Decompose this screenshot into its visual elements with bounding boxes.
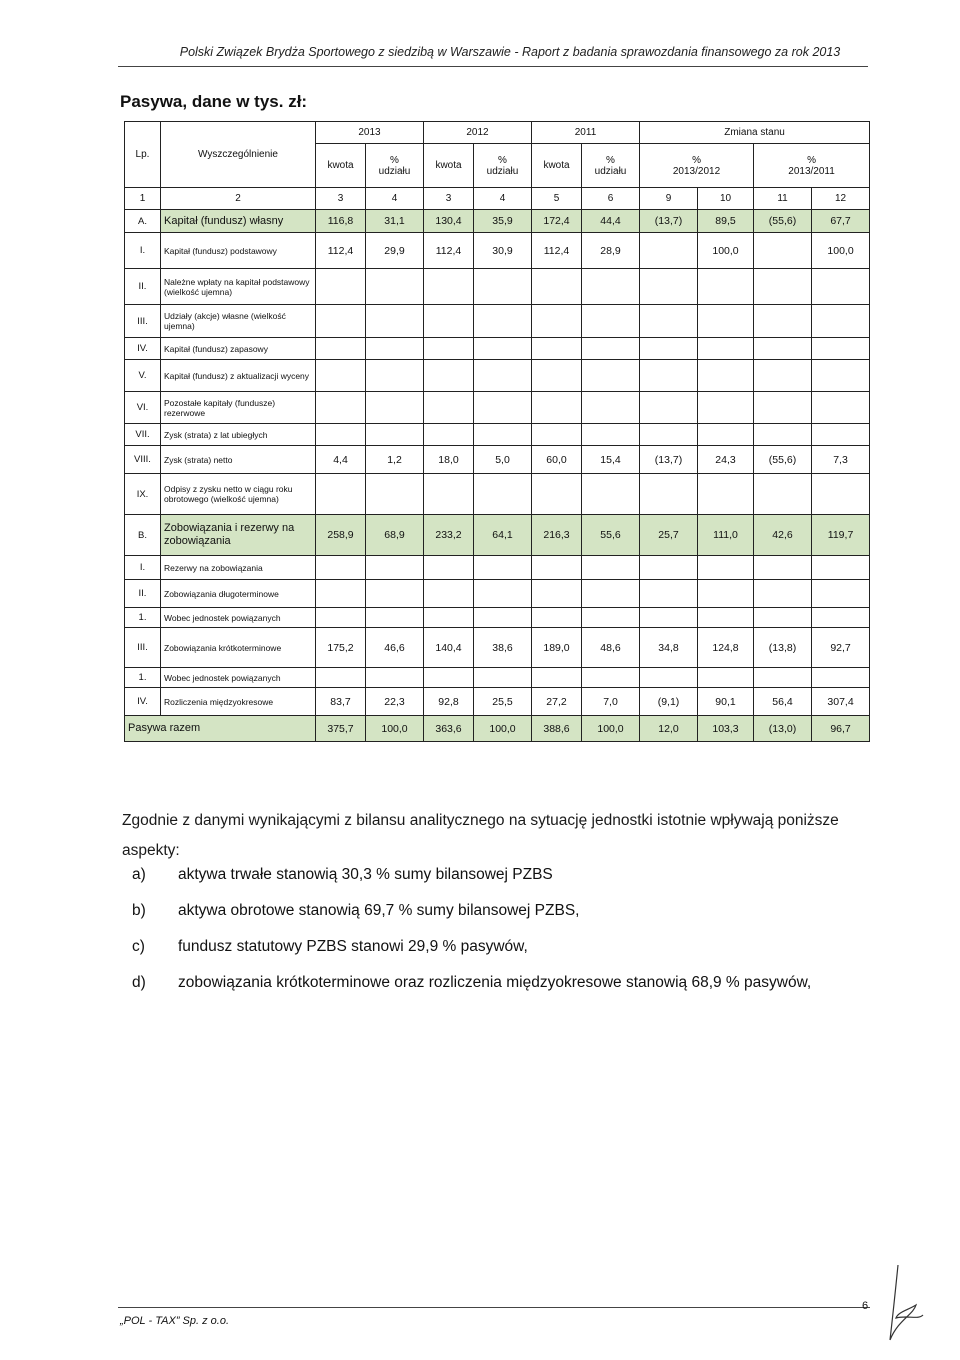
header-row-years bbox=[125, 122, 870, 144]
value-cell bbox=[754, 338, 812, 360]
value-cell bbox=[812, 424, 870, 446]
value-cell bbox=[582, 474, 640, 515]
value-cell bbox=[532, 360, 582, 392]
period-label: 2013/2012 bbox=[672, 165, 721, 177]
value-cell bbox=[424, 360, 474, 392]
value-cell bbox=[640, 338, 698, 360]
value-cell bbox=[582, 392, 640, 424]
value-cell: 96,7 bbox=[812, 716, 870, 742]
value-cell bbox=[754, 556, 812, 580]
value-cell bbox=[698, 360, 754, 392]
value-cell bbox=[316, 269, 366, 305]
value-cell: 172,4 bbox=[532, 210, 582, 233]
value-cell: (13,7) bbox=[640, 210, 698, 233]
value-cell bbox=[754, 668, 812, 688]
value-cell bbox=[366, 338, 424, 360]
value-cell: 83,7 bbox=[316, 688, 366, 716]
value-cell bbox=[754, 360, 812, 392]
value-cell bbox=[698, 424, 754, 446]
value-cell: 34,8 bbox=[640, 628, 698, 668]
header-year-2013: 2013 bbox=[316, 122, 424, 144]
row-name: Pozostałe kapitały (fundusze) rezerwowe bbox=[161, 392, 316, 424]
value-cell: 92,8 bbox=[424, 688, 474, 716]
value-cell: 44,4 bbox=[582, 210, 640, 233]
header-kwota: kwota bbox=[316, 144, 366, 188]
value-cell bbox=[532, 580, 582, 608]
column-number-cell: 6 bbox=[582, 188, 640, 210]
row-lp: IV. bbox=[125, 688, 161, 716]
document-header: Polski Związek Brydża Sportowego z siedzibą w Warszawie - Raport z badania sprawozdania finansowego za rok 2013 bbox=[179, 45, 841, 59]
value-cell bbox=[582, 269, 640, 305]
column-number-cell: 12 bbox=[812, 188, 870, 210]
value-cell bbox=[698, 608, 754, 628]
header-pct-udzialu bbox=[474, 144, 532, 188]
row-lp: II. bbox=[125, 580, 161, 608]
value-cell bbox=[474, 424, 532, 446]
value-cell bbox=[316, 392, 366, 424]
value-cell: 116,8 bbox=[316, 210, 366, 233]
value-cell bbox=[698, 474, 754, 515]
column-number-cell: 4 bbox=[474, 188, 532, 210]
value-cell: 15,4 bbox=[582, 446, 640, 474]
value-cell: 103,3 bbox=[698, 716, 754, 742]
value-cell: 258,9 bbox=[316, 515, 366, 556]
pct-label: % bbox=[692, 154, 701, 166]
value-cell bbox=[532, 392, 582, 424]
row-lp: III. bbox=[125, 628, 161, 668]
table-row bbox=[125, 474, 870, 515]
value-cell: 112,4 bbox=[532, 233, 582, 269]
header-row-colnums bbox=[125, 188, 870, 210]
row-name: Zobowiązania krótkoterminowe bbox=[161, 628, 316, 668]
value-cell: 92,7 bbox=[812, 628, 870, 668]
row-lp: III. bbox=[125, 305, 161, 338]
value-cell: (13,0) bbox=[754, 716, 812, 742]
column-number-cell: 3 bbox=[424, 188, 474, 210]
value-cell bbox=[754, 305, 812, 338]
value-cell: 28,9 bbox=[582, 233, 640, 269]
value-cell bbox=[812, 608, 870, 628]
value-cell: 112,4 bbox=[424, 233, 474, 269]
table-row bbox=[125, 392, 870, 424]
value-cell bbox=[366, 392, 424, 424]
value-cell bbox=[366, 360, 424, 392]
value-cell: 25,7 bbox=[640, 515, 698, 556]
value-cell: (9,1) bbox=[640, 688, 698, 716]
value-cell bbox=[424, 668, 474, 688]
value-cell bbox=[582, 305, 640, 338]
row-name: Rozliczenia międzyokresowe bbox=[161, 688, 316, 716]
value-cell: 111,0 bbox=[698, 515, 754, 556]
value-cell bbox=[366, 608, 424, 628]
column-number-cell: 5 bbox=[532, 188, 582, 210]
row-name: Zobowiązania długoterminowe bbox=[161, 580, 316, 608]
value-cell: 64,1 bbox=[474, 515, 532, 556]
udzialu-label: udziału bbox=[378, 165, 411, 177]
row-lp: VIII. bbox=[125, 446, 161, 474]
value-cell bbox=[582, 668, 640, 688]
value-cell: 5,0 bbox=[474, 446, 532, 474]
header-kwota: kwota bbox=[532, 144, 582, 188]
value-cell bbox=[424, 424, 474, 446]
table-row bbox=[125, 515, 870, 556]
row-lp: II. bbox=[125, 269, 161, 305]
value-cell bbox=[316, 556, 366, 580]
value-cell bbox=[812, 305, 870, 338]
value-cell: 29,9 bbox=[366, 233, 424, 269]
value-cell bbox=[640, 608, 698, 628]
value-cell bbox=[698, 556, 754, 580]
value-cell bbox=[366, 580, 424, 608]
value-cell: 189,0 bbox=[532, 628, 582, 668]
value-cell bbox=[698, 269, 754, 305]
value-cell bbox=[424, 556, 474, 580]
row-lp: 1. bbox=[125, 668, 161, 688]
value-cell: 89,5 bbox=[698, 210, 754, 233]
value-cell: 100,0 bbox=[474, 716, 532, 742]
value-cell bbox=[316, 338, 366, 360]
value-cell: (55,6) bbox=[754, 446, 812, 474]
value-cell: 388,6 bbox=[532, 716, 582, 742]
table-row bbox=[125, 305, 870, 338]
row-name: Pasywa razem bbox=[125, 716, 316, 742]
value-cell bbox=[582, 608, 640, 628]
value-cell bbox=[754, 580, 812, 608]
value-cell bbox=[698, 580, 754, 608]
value-cell bbox=[812, 360, 870, 392]
header-wyszczegolnienie: Wyszczególnienie bbox=[161, 122, 316, 188]
value-cell: 7,3 bbox=[812, 446, 870, 474]
value-cell bbox=[474, 474, 532, 515]
row-name: Zysk (strata) z lat ubiegłych bbox=[161, 424, 316, 446]
value-cell bbox=[812, 668, 870, 688]
value-cell: 60,0 bbox=[532, 446, 582, 474]
value-cell bbox=[640, 360, 698, 392]
value-cell: 1,2 bbox=[366, 446, 424, 474]
value-cell bbox=[316, 668, 366, 688]
row-name: Kapitał (fundusz) własny bbox=[161, 210, 316, 233]
value-cell bbox=[532, 556, 582, 580]
signature-mark bbox=[868, 1260, 928, 1350]
value-cell: 27,2 bbox=[532, 688, 582, 716]
value-cell: 307,4 bbox=[812, 688, 870, 716]
value-cell bbox=[582, 556, 640, 580]
table-row bbox=[125, 716, 870, 742]
value-cell: 100,0 bbox=[582, 716, 640, 742]
value-cell bbox=[424, 580, 474, 608]
value-cell: 100,0 bbox=[812, 233, 870, 269]
row-name: Należne wpłaty na kapitał podstawowy (wielkość ujemna) bbox=[161, 269, 316, 305]
value-cell: 12,0 bbox=[640, 716, 698, 742]
table-row bbox=[125, 269, 870, 305]
table-row bbox=[125, 688, 870, 716]
column-number-cell: 3 bbox=[316, 188, 366, 210]
header-kwota: kwota bbox=[424, 144, 474, 188]
header-pct-udzialu bbox=[582, 144, 640, 188]
value-cell: 48,6 bbox=[582, 628, 640, 668]
value-cell bbox=[812, 392, 870, 424]
value-cell bbox=[474, 338, 532, 360]
list-marker: a) bbox=[132, 866, 146, 883]
value-cell bbox=[812, 338, 870, 360]
value-cell bbox=[698, 392, 754, 424]
value-cell: 90,1 bbox=[698, 688, 754, 716]
table-row bbox=[125, 668, 870, 688]
table-row bbox=[125, 338, 870, 360]
value-cell bbox=[316, 305, 366, 338]
value-cell: 100,0 bbox=[698, 233, 754, 269]
list-marker: c) bbox=[132, 938, 145, 955]
pct-label: % bbox=[606, 154, 615, 166]
row-lp: IX. bbox=[125, 474, 161, 515]
value-cell: 30,9 bbox=[474, 233, 532, 269]
value-cell: 375,7 bbox=[316, 716, 366, 742]
value-cell: 124,8 bbox=[698, 628, 754, 668]
row-lp: I. bbox=[125, 233, 161, 269]
list-text: zobowiązania krótkoterminowe oraz rozliczenia międzyokresowe stanowią 68,9 % pasywów, bbox=[178, 974, 812, 991]
value-cell: 68,9 bbox=[366, 515, 424, 556]
page-number: 6 bbox=[862, 1300, 869, 1312]
value-cell bbox=[754, 269, 812, 305]
row-lp: V. bbox=[125, 360, 161, 392]
value-cell bbox=[424, 608, 474, 628]
value-cell bbox=[366, 556, 424, 580]
value-cell bbox=[532, 608, 582, 628]
value-cell bbox=[754, 608, 812, 628]
value-cell bbox=[640, 424, 698, 446]
value-cell bbox=[366, 305, 424, 338]
table-row bbox=[125, 360, 870, 392]
value-cell bbox=[424, 474, 474, 515]
value-cell: 55,6 bbox=[582, 515, 640, 556]
list-text: aktywa obrotowe stanowią 69,7 % sumy bilansowej PZBS, bbox=[178, 902, 580, 919]
value-cell bbox=[474, 360, 532, 392]
header-rule bbox=[118, 66, 868, 67]
value-cell: (55,6) bbox=[754, 210, 812, 233]
value-cell bbox=[640, 668, 698, 688]
table-row bbox=[125, 580, 870, 608]
value-cell bbox=[812, 474, 870, 515]
value-cell bbox=[640, 556, 698, 580]
row-lp: VI. bbox=[125, 392, 161, 424]
value-cell bbox=[532, 305, 582, 338]
value-cell: 130,4 bbox=[424, 210, 474, 233]
value-cell bbox=[582, 360, 640, 392]
row-name: Kapitał (fundusz) podstawowy bbox=[161, 233, 316, 269]
header-lp: Lp. bbox=[125, 122, 161, 188]
value-cell bbox=[812, 580, 870, 608]
row-lp: I. bbox=[125, 556, 161, 580]
value-cell bbox=[316, 608, 366, 628]
value-cell bbox=[474, 608, 532, 628]
value-cell: 38,6 bbox=[474, 628, 532, 668]
row-name: Kapitał (fundusz) zapasowy bbox=[161, 338, 316, 360]
column-number-cell: 4 bbox=[366, 188, 424, 210]
value-cell bbox=[582, 338, 640, 360]
value-cell: 35,9 bbox=[474, 210, 532, 233]
value-cell bbox=[474, 269, 532, 305]
value-cell bbox=[366, 668, 424, 688]
footer-rule bbox=[118, 1307, 870, 1308]
value-cell bbox=[316, 474, 366, 515]
value-cell bbox=[532, 338, 582, 360]
udzialu-label: udziału bbox=[486, 165, 519, 177]
row-lp: VII. bbox=[125, 424, 161, 446]
header-year-2012: 2012 bbox=[424, 122, 532, 144]
value-cell bbox=[316, 580, 366, 608]
header-zmiana: Zmiana stanu bbox=[640, 122, 870, 144]
list-marker: d) bbox=[132, 974, 146, 991]
value-cell: 140,4 bbox=[424, 628, 474, 668]
table-row bbox=[125, 233, 870, 269]
value-cell: (13,7) bbox=[640, 446, 698, 474]
pct-label: % bbox=[390, 154, 399, 166]
column-number-cell: 9 bbox=[640, 188, 698, 210]
value-cell bbox=[812, 269, 870, 305]
value-cell: 24,3 bbox=[698, 446, 754, 474]
value-cell bbox=[532, 269, 582, 305]
value-cell: 233,2 bbox=[424, 515, 474, 556]
value-cell bbox=[754, 233, 812, 269]
summary-paragraph: Zgodnie z danymi wynikającymi z bilansu analitycznego na sytuację jednostki istotnie wpływają poniższe aspekty: bbox=[122, 812, 839, 859]
value-cell bbox=[424, 269, 474, 305]
value-cell bbox=[812, 556, 870, 580]
list-marker: b) bbox=[132, 902, 146, 919]
table-row bbox=[125, 628, 870, 668]
value-cell: 22,3 bbox=[366, 688, 424, 716]
value-cell bbox=[532, 424, 582, 446]
header-period-2013-2012 bbox=[640, 144, 754, 188]
value-cell bbox=[640, 305, 698, 338]
pct-label: % bbox=[498, 154, 507, 166]
row-name: Udziały (akcje) własne (wielkość ujemna) bbox=[161, 305, 316, 338]
header-pct-udzialu bbox=[366, 144, 424, 188]
value-cell bbox=[754, 474, 812, 515]
value-cell: 42,6 bbox=[754, 515, 812, 556]
row-lp: B. bbox=[125, 515, 161, 556]
value-cell: 4,4 bbox=[316, 446, 366, 474]
table-row bbox=[125, 608, 870, 628]
liabilities-table bbox=[124, 121, 870, 742]
pct-label: % bbox=[807, 154, 816, 166]
value-cell: 25,5 bbox=[474, 688, 532, 716]
value-cell bbox=[582, 580, 640, 608]
row-lp: 1. bbox=[125, 608, 161, 628]
row-name: Wobec jednostek powiązanych bbox=[161, 668, 316, 688]
value-cell bbox=[582, 424, 640, 446]
value-cell bbox=[474, 668, 532, 688]
value-cell bbox=[532, 474, 582, 515]
udzialu-label: udziału bbox=[594, 165, 627, 177]
header-year-2011: 2011 bbox=[532, 122, 640, 144]
value-cell: 7,0 bbox=[582, 688, 640, 716]
row-name: Wobec jednostek powiązanych bbox=[161, 608, 316, 628]
header-period-2013-2011 bbox=[754, 144, 870, 188]
column-number-cell: 10 bbox=[698, 188, 754, 210]
value-cell: 216,3 bbox=[532, 515, 582, 556]
value-cell: 46,6 bbox=[366, 628, 424, 668]
value-cell: 100,0 bbox=[366, 716, 424, 742]
value-cell bbox=[424, 338, 474, 360]
table-row bbox=[125, 424, 870, 446]
row-name: Zobowiązania i rezerwy na zobowiązania bbox=[161, 515, 316, 556]
value-cell: 175,2 bbox=[316, 628, 366, 668]
column-number-cell: 11 bbox=[754, 188, 812, 210]
value-cell: 31,1 bbox=[366, 210, 424, 233]
value-cell bbox=[366, 269, 424, 305]
row-name: Zysk (strata) netto bbox=[161, 446, 316, 474]
value-cell bbox=[754, 392, 812, 424]
value-cell: 363,6 bbox=[424, 716, 474, 742]
period-label: 2013/2011 bbox=[788, 165, 835, 177]
value-cell bbox=[366, 424, 424, 446]
value-cell bbox=[316, 360, 366, 392]
value-cell bbox=[754, 424, 812, 446]
value-cell bbox=[698, 668, 754, 688]
list-text: fundusz statutowy PZBS stanowi 29,9 % pasywów, bbox=[178, 938, 528, 955]
value-cell bbox=[474, 580, 532, 608]
value-cell bbox=[640, 580, 698, 608]
table-row bbox=[125, 556, 870, 580]
value-cell bbox=[532, 668, 582, 688]
footer-company: „POL - TAX” Sp. z o.o. bbox=[120, 1315, 230, 1327]
list-text: aktywa trwałe stanowią 30,3 % sumy bilansowej PZBS bbox=[178, 866, 553, 883]
value-cell: 119,7 bbox=[812, 515, 870, 556]
value-cell bbox=[640, 233, 698, 269]
value-cell: 56,4 bbox=[754, 688, 812, 716]
value-cell bbox=[424, 392, 474, 424]
table-row bbox=[125, 446, 870, 474]
row-name: Odpisy z zysku netto w ciągu roku obrotowego (wielkość ujemna) bbox=[161, 474, 316, 515]
column-number-cell: 2 bbox=[161, 188, 316, 210]
value-cell bbox=[640, 474, 698, 515]
value-cell: 67,7 bbox=[812, 210, 870, 233]
column-number-cell: 1 bbox=[125, 188, 161, 210]
row-name: Kapitał (fundusz) z aktualizacji wyceny bbox=[161, 360, 316, 392]
value-cell bbox=[474, 556, 532, 580]
row-lp: IV. bbox=[125, 338, 161, 360]
table-row bbox=[125, 210, 870, 233]
value-cell: 112,4 bbox=[316, 233, 366, 269]
value-cell bbox=[316, 424, 366, 446]
value-cell bbox=[698, 338, 754, 360]
value-cell bbox=[474, 305, 532, 338]
value-cell bbox=[366, 474, 424, 515]
value-cell bbox=[474, 392, 532, 424]
section-title: Pasywa, dane w tys. zł: bbox=[120, 92, 308, 111]
value-cell: 18,0 bbox=[424, 446, 474, 474]
value-cell bbox=[424, 305, 474, 338]
value-cell bbox=[640, 392, 698, 424]
value-cell: (13,8) bbox=[754, 628, 812, 668]
value-cell bbox=[698, 305, 754, 338]
row-name: Rezerwy na zobowiązania bbox=[161, 556, 316, 580]
row-lp: A. bbox=[125, 210, 161, 233]
value-cell bbox=[640, 269, 698, 305]
